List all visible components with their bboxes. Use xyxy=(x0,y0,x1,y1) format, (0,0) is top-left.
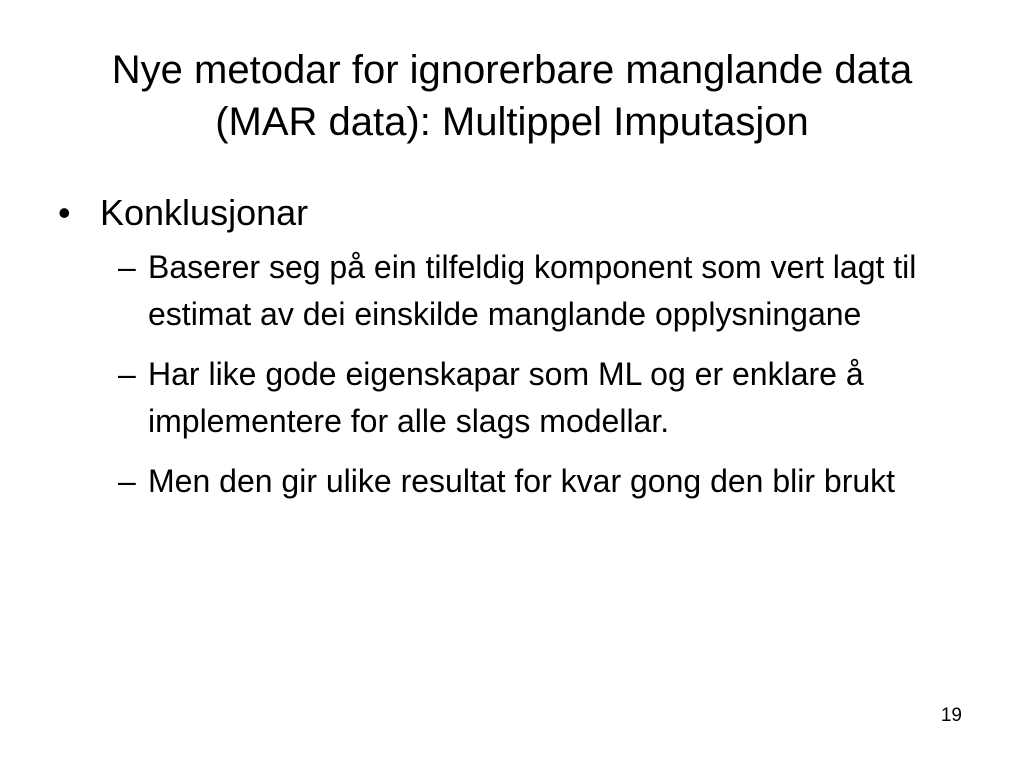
page-number: 19 xyxy=(940,705,962,726)
sub-bullet-list xyxy=(56,244,986,505)
sub-bullet-item xyxy=(118,458,986,505)
dash-marker: – xyxy=(118,356,136,392)
sub-bullet-text: Men den gir ulike resultat for kvar gong den blir brukt xyxy=(148,463,896,499)
dash-marker: – xyxy=(118,249,136,285)
slide-body xyxy=(56,190,986,518)
sub-bullet-text: Baserer seg på ein tilfeldig komponent som vert lagt til estimat av dei einskilde manglande opplysningane xyxy=(148,249,917,332)
dash-marker: – xyxy=(118,463,136,499)
bullet-marker: • xyxy=(58,192,71,233)
sub-bullet-text: Har like gode eigenskapar som ML og er enklare å implementere for alle slags modellar. xyxy=(148,356,864,439)
slide-title-line-1: Nye metodar for ignorerbare manglande data xyxy=(111,48,913,92)
slide-title xyxy=(40,44,984,148)
slide-title-line-2: (MAR data): Multippel Imputasjon xyxy=(215,100,809,144)
bullet-text: Konklusjonar xyxy=(100,192,309,233)
bullet-item-konklusjonar xyxy=(56,190,986,236)
sub-bullet-item xyxy=(118,244,986,338)
sub-bullet-item xyxy=(118,351,986,445)
